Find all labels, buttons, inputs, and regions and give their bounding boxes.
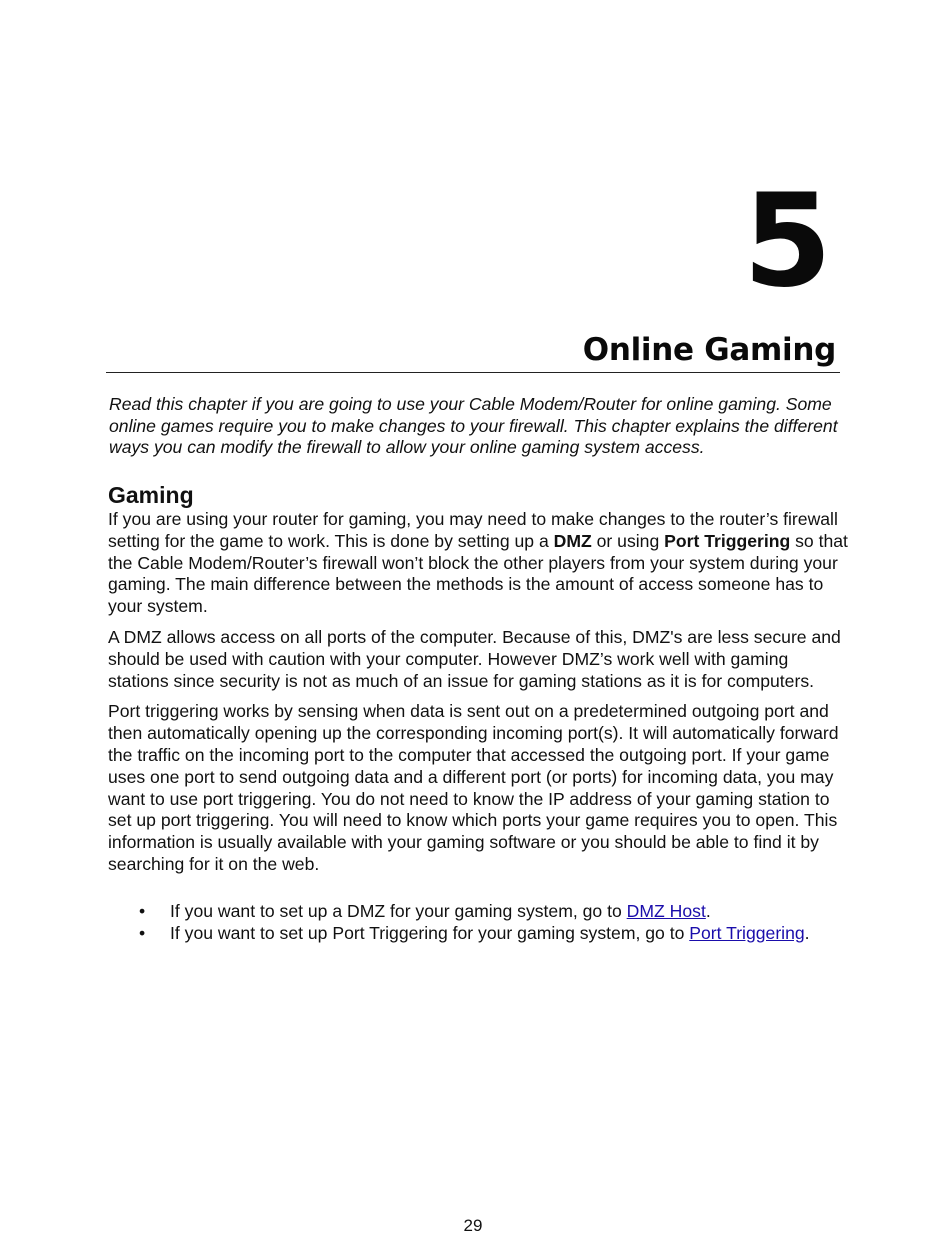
- chapter-number: 5: [742, 167, 832, 316]
- section-heading: Gaming: [108, 482, 194, 508]
- list-item-end: .: [705, 900, 711, 921]
- title-divider: [106, 372, 840, 373]
- paragraph-dmz: A DMZ allows access on all ports of the computer. Because of this, DMZ's are less secure and should be used with caution with your computer. However DMZ’s work well with gaming stations since security is not as much of an issue for gaming stations as it is for computers.: [108, 626, 841, 691]
- paragraph-text: If you are using your router for gaming, you may need to make changes to the router’s firewall setting for the game to work. This is done by setting up a: [108, 509, 838, 551]
- bullet-icon: •: [139, 900, 146, 921]
- chapter-title: Online Gaming: [582, 332, 836, 368]
- paragraph-text: so that the Cable Modem/Router’s firewall won’t block the other players from your system during your gaming. The main difference between the methods is the amount of access someone has to your system.: [108, 530, 848, 617]
- paragraph-text: or using: [591, 530, 665, 551]
- bullet-list: [108, 900, 848, 944]
- dmz-host-link[interactable]: DMZ Host: [626, 900, 706, 921]
- port-triggering-term: Port Triggering: [664, 530, 791, 551]
- list-item-text: If you want to set up a DMZ for your gaming system, go to: [170, 900, 627, 921]
- section-gaming: [108, 481, 848, 944]
- list-item: [108, 922, 848, 944]
- bullet-icon: •: [139, 922, 146, 943]
- list-item: [108, 900, 848, 922]
- port-triggering-link[interactable]: Port Triggering: [689, 922, 805, 943]
- paragraph-port-triggering: Port triggering works by sensing when data is sent out on a predetermined outgoing port and then automatically opening up the corresponding incoming port(s). It will automatically forward the traffic on the incoming port to the computer that accessed the outgoing port. If your game uses one port to send outgoing data and a different port (or ports) for incoming data, you may want to use port triggering. You do not need to know the IP address of your gaming station to set up port triggering. You will need to know which ports your game requires you to open. This information is usually available with your gaming software or you should be able to find it by searching for it on the web.: [108, 701, 839, 874]
- list-item-text: If you want to set up Port Triggering for your gaming system, go to: [170, 922, 690, 943]
- chapter-intro: Read this chapter if you are going to use your Cable Modem/Router for online gaming. Some online games require you to make changes to your firewall. This chapter explains the different ways you can modify the firewall to allow your online gaming system access.: [109, 394, 838, 457]
- paragraph-overview: [108, 509, 848, 618]
- page-number: 29: [463, 1216, 483, 1235]
- dmz-term: DMZ: [553, 530, 592, 551]
- list-item-end: .: [804, 922, 810, 943]
